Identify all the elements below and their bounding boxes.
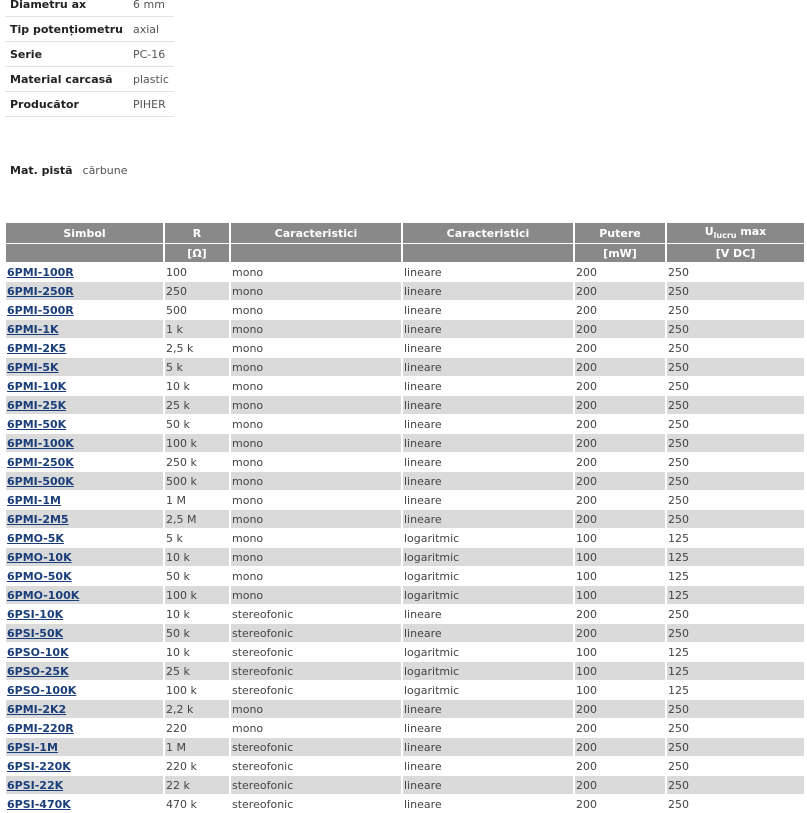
- cell-caracteristici-1: mono: [231, 281, 401, 300]
- product-link[interactable]: 6PMI-500R: [7, 303, 74, 317]
- cell-r: 22 k: [165, 775, 229, 794]
- cell-putere: 100: [575, 680, 665, 699]
- cell-caracteristici-2: lineare: [403, 395, 573, 414]
- product-link[interactable]: 6PSO-10K: [7, 645, 69, 659]
- cell-caracteristici-1: mono: [231, 718, 401, 737]
- cell-simbol: [6, 623, 163, 642]
- cell-caracteristici-2: lineare: [403, 718, 573, 737]
- cell-putere: 200: [575, 737, 665, 756]
- table-row: [6, 376, 804, 395]
- unit-simbol: [6, 243, 163, 262]
- cell-simbol: [6, 566, 163, 585]
- cell-r: 100 k: [165, 680, 229, 699]
- cell-caracteristici-2: lineare: [403, 509, 573, 528]
- product-link[interactable]: 6PMO-100K: [7, 588, 80, 602]
- cell-u-max: 250: [667, 718, 804, 737]
- units-row: [6, 243, 804, 262]
- header-row: [6, 223, 804, 243]
- table-row: [6, 357, 804, 376]
- cell-simbol: [6, 642, 163, 661]
- cell-r: 5 k: [165, 528, 229, 547]
- cell-r: 10 k: [165, 642, 229, 661]
- cell-u-max: 250: [667, 319, 804, 338]
- table-row: [6, 642, 804, 661]
- product-link[interactable]: 6PSO-25K: [7, 664, 69, 678]
- cell-caracteristici-2: lineare: [403, 414, 573, 433]
- product-link[interactable]: 6PMI-2K2: [7, 702, 67, 716]
- table-row: [6, 395, 804, 414]
- cell-putere: 200: [575, 300, 665, 319]
- cell-simbol: [6, 414, 163, 433]
- cell-u-max: 125: [667, 566, 804, 585]
- cell-caracteristici-2: lineare: [403, 794, 573, 813]
- cell-caracteristici-2: lineare: [403, 756, 573, 775]
- cell-caracteristici-1: stereofonic: [231, 775, 401, 794]
- cell-caracteristici-1: mono: [231, 357, 401, 376]
- cell-caracteristici-1: mono: [231, 566, 401, 585]
- material-label: Mat. pistă: [10, 163, 73, 177]
- cell-simbol: [6, 338, 163, 357]
- cell-caracteristici-1: mono: [231, 395, 401, 414]
- header-putere[interactable]: Putere: [575, 223, 665, 243]
- cell-caracteristici-2: lineare: [403, 737, 573, 756]
- cell-simbol: [6, 680, 163, 699]
- cell-simbol: [6, 281, 163, 300]
- product-link[interactable]: 6PMI-100R: [7, 265, 74, 279]
- cell-u-max: 250: [667, 775, 804, 794]
- cell-putere: 200: [575, 794, 665, 813]
- cell-caracteristici-1: mono: [231, 319, 401, 338]
- spec-value: PC-16: [128, 42, 174, 67]
- product-link[interactable]: 6PMI-10K: [7, 379, 67, 393]
- header-u-suffix: max: [736, 225, 767, 239]
- table-row: [6, 718, 804, 737]
- cell-r: 220 k: [165, 756, 229, 775]
- cell-putere: 200: [575, 490, 665, 509]
- table-row: [6, 737, 804, 756]
- cell-caracteristici-1: mono: [231, 414, 401, 433]
- spec-row: [5, 92, 174, 117]
- cell-r: 50 k: [165, 623, 229, 642]
- spec-label: Tip potențiometru: [5, 17, 128, 42]
- cell-caracteristici-2: lineare: [403, 357, 573, 376]
- product-link[interactable]: 6PMI-50K: [7, 417, 67, 431]
- table-row: [6, 775, 804, 794]
- product-link[interactable]: 6PSI-22K: [7, 778, 64, 792]
- cell-u-max: 250: [667, 281, 804, 300]
- table-row: [6, 585, 804, 604]
- cell-putere: 200: [575, 775, 665, 794]
- unit-caracteristici-2: [403, 243, 573, 262]
- product-table: [4, 223, 806, 813]
- cell-r: 500 k: [165, 471, 229, 490]
- product-link[interactable]: 6PSI-10K: [7, 607, 64, 621]
- table-row: [6, 300, 804, 319]
- cell-u-max: 125: [667, 680, 804, 699]
- cell-caracteristici-2: lineare: [403, 604, 573, 623]
- cell-r: 250: [165, 281, 229, 300]
- product-link[interactable]: 6PMI-5K: [7, 360, 59, 374]
- cell-caracteristici-2: lineare: [403, 490, 573, 509]
- spec-value: 6 mm: [128, 0, 174, 17]
- cell-r: 50 k: [165, 414, 229, 433]
- spec-value: PIHER: [128, 92, 174, 117]
- cell-caracteristici-1: stereofonic: [231, 604, 401, 623]
- cell-u-max: 250: [667, 452, 804, 471]
- table-row: [6, 281, 804, 300]
- cell-caracteristici-1: mono: [231, 699, 401, 718]
- cell-simbol: [6, 300, 163, 319]
- cell-caracteristici-2: lineare: [403, 433, 573, 452]
- cell-caracteristici-2: lineare: [403, 699, 573, 718]
- cell-simbol: [6, 585, 163, 604]
- product-link[interactable]: 6PSI-220K: [7, 759, 71, 773]
- cell-caracteristici-1: mono: [231, 433, 401, 452]
- material-table: [5, 158, 133, 182]
- table-row: [6, 547, 804, 566]
- cell-caracteristici-1: mono: [231, 300, 401, 319]
- spec-row: [5, 42, 174, 67]
- cell-putere: 200: [575, 756, 665, 775]
- table-row: [6, 699, 804, 718]
- cell-putere: 200: [575, 395, 665, 414]
- cell-caracteristici-2: logaritmic: [403, 528, 573, 547]
- cell-r: 2,2 k: [165, 699, 229, 718]
- product-link[interactable]: 6PMI-25K: [7, 398, 67, 412]
- header-r[interactable]: R: [165, 223, 229, 243]
- cell-putere: 100: [575, 566, 665, 585]
- cell-r: 2,5 M: [165, 509, 229, 528]
- product-link[interactable]: 6PSI-470K: [7, 797, 71, 811]
- material-row: [5, 158, 133, 182]
- cell-u-max: 250: [667, 794, 804, 813]
- cell-u-max: 250: [667, 414, 804, 433]
- cell-caracteristici-2: logaritmic: [403, 585, 573, 604]
- product-link[interactable]: 6PMO-10K: [7, 550, 72, 564]
- cell-caracteristici-2: lineare: [403, 775, 573, 794]
- product-link[interactable]: 6PSO-100K: [7, 683, 77, 697]
- cell-simbol: [6, 661, 163, 680]
- cell-putere: 200: [575, 281, 665, 300]
- table-row: [6, 794, 804, 813]
- cell-putere: 200: [575, 471, 665, 490]
- cell-r: 25 k: [165, 395, 229, 414]
- spec-row: [5, 0, 174, 17]
- header-caracteristici-2[interactable]: Caracteristici: [403, 223, 573, 243]
- cell-simbol: [6, 319, 163, 338]
- unit-caracteristici-1: [231, 243, 401, 262]
- cell-r: 10 k: [165, 604, 229, 623]
- cell-simbol: [6, 433, 163, 452]
- product-link[interactable]: 6PMO-5K: [7, 531, 64, 545]
- product-link[interactable]: 6PMI-2K5: [7, 341, 67, 355]
- cell-putere: 200: [575, 699, 665, 718]
- spec-row: [5, 67, 174, 92]
- cell-caracteristici-1: mono: [231, 509, 401, 528]
- cell-caracteristici-1: stereofonic: [231, 680, 401, 699]
- cell-u-max: 250: [667, 509, 804, 528]
- cell-putere: 100: [575, 547, 665, 566]
- cell-r: 25 k: [165, 661, 229, 680]
- cell-r: 1 k: [165, 319, 229, 338]
- cell-r: 100 k: [165, 433, 229, 452]
- cell-putere: 200: [575, 262, 665, 281]
- cell-caracteristici-2: lineare: [403, 623, 573, 642]
- cell-caracteristici-2: logaritmic: [403, 680, 573, 699]
- cell-u-max: 250: [667, 604, 804, 623]
- cell-caracteristici-2: lineare: [403, 262, 573, 281]
- cell-simbol: [6, 604, 163, 623]
- cell-r: 2,5 k: [165, 338, 229, 357]
- cell-caracteristici-1: mono: [231, 547, 401, 566]
- cell-caracteristici-2: lineare: [403, 376, 573, 395]
- cell-caracteristici-2: lineare: [403, 319, 573, 338]
- table-row: [6, 756, 804, 775]
- cell-caracteristici-2: lineare: [403, 300, 573, 319]
- product-link[interactable]: 6PMI-2M5: [7, 512, 69, 526]
- spec-table: [5, 0, 174, 117]
- cell-simbol: [6, 547, 163, 566]
- cell-caracteristici-2: lineare: [403, 471, 573, 490]
- cell-putere: 100: [575, 642, 665, 661]
- cell-u-max: 250: [667, 471, 804, 490]
- cell-caracteristici-2: lineare: [403, 338, 573, 357]
- cell-putere: 200: [575, 623, 665, 642]
- cell-u-max: 125: [667, 547, 804, 566]
- cell-caracteristici-1: mono: [231, 585, 401, 604]
- cell-putere: 200: [575, 376, 665, 395]
- cell-r: 100: [165, 262, 229, 281]
- product-link[interactable]: 6PMI-250R: [7, 284, 74, 298]
- cell-caracteristici-1: stereofonic: [231, 642, 401, 661]
- cell-u-max: 125: [667, 642, 804, 661]
- table-row: [6, 338, 804, 357]
- table-row: [6, 528, 804, 547]
- cell-simbol: [6, 775, 163, 794]
- spec-table-body: [5, 0, 174, 117]
- cell-u-max: 125: [667, 528, 804, 547]
- cell-u-max: 250: [667, 395, 804, 414]
- cell-simbol: [6, 490, 163, 509]
- cell-caracteristici-1: mono: [231, 490, 401, 509]
- cell-putere: 100: [575, 585, 665, 604]
- cell-caracteristici-1: mono: [231, 528, 401, 547]
- table-row: [6, 490, 804, 509]
- spec-label: Diametru ax: [5, 0, 128, 17]
- product-link[interactable]: 6PMO-50K: [7, 569, 72, 583]
- cell-r: 470 k: [165, 794, 229, 813]
- header-caracteristici-1[interactable]: Caracteristici: [231, 223, 401, 243]
- cell-caracteristici-1: stereofonic: [231, 661, 401, 680]
- header-u-max[interactable]: [667, 223, 804, 243]
- cell-simbol: [6, 794, 163, 813]
- cell-simbol: [6, 262, 163, 281]
- table-row: [6, 623, 804, 642]
- cell-putere: 200: [575, 718, 665, 737]
- cell-u-max: 250: [667, 357, 804, 376]
- spec-value: axial: [128, 17, 174, 42]
- table-row: [6, 471, 804, 490]
- cell-simbol: [6, 509, 163, 528]
- cell-putere: 200: [575, 319, 665, 338]
- cell-simbol: [6, 376, 163, 395]
- cell-caracteristici-1: stereofonic: [231, 756, 401, 775]
- cell-caracteristici-1: mono: [231, 262, 401, 281]
- cell-caracteristici-1: stereofonic: [231, 737, 401, 756]
- spec-label: Material carcasă: [5, 67, 128, 92]
- cell-putere: 200: [575, 509, 665, 528]
- product-link[interactable]: 6PMI-1M: [7, 493, 61, 507]
- cell-u-max: 250: [667, 338, 804, 357]
- cell-simbol: [6, 756, 163, 775]
- cell-caracteristici-1: mono: [231, 338, 401, 357]
- cell-r: 5 k: [165, 357, 229, 376]
- cell-r: 10 k: [165, 547, 229, 566]
- table-row: [6, 319, 804, 338]
- cell-simbol: [6, 357, 163, 376]
- product-table-body: [6, 262, 804, 813]
- cell-caracteristici-1: mono: [231, 376, 401, 395]
- header-u-sub: lucru: [713, 231, 737, 241]
- cell-u-max: 250: [667, 490, 804, 509]
- cell-putere: 200: [575, 338, 665, 357]
- cell-caracteristici-1: stereofonic: [231, 794, 401, 813]
- cell-r: 500: [165, 300, 229, 319]
- cell-putere: 200: [575, 452, 665, 471]
- cell-caracteristici-2: logaritmic: [403, 547, 573, 566]
- table-row: [6, 509, 804, 528]
- product-link[interactable]: 6PMI-1K: [7, 322, 59, 336]
- table-row: [6, 414, 804, 433]
- cell-simbol: [6, 699, 163, 718]
- cell-caracteristici-1: mono: [231, 471, 401, 490]
- spec-value: plastic: [128, 67, 174, 92]
- product-link[interactable]: 6PMI-220R: [7, 721, 74, 735]
- cell-u-max: 250: [667, 756, 804, 775]
- table-row: [6, 452, 804, 471]
- cell-u-max: 250: [667, 623, 804, 642]
- table-row: [6, 566, 804, 585]
- cell-u-max: 125: [667, 585, 804, 604]
- spec-row: [5, 17, 174, 42]
- cell-caracteristici-2: lineare: [403, 281, 573, 300]
- cell-simbol: [6, 737, 163, 756]
- cell-r: 100 k: [165, 585, 229, 604]
- cell-u-max: 250: [667, 699, 804, 718]
- table-row: [6, 433, 804, 452]
- product-link[interactable]: 6PMI-500K: [7, 474, 74, 488]
- cell-r: 50 k: [165, 566, 229, 585]
- cell-caracteristici-2: lineare: [403, 452, 573, 471]
- table-row: [6, 604, 804, 623]
- cell-u-max: 250: [667, 300, 804, 319]
- cell-u-max: 250: [667, 376, 804, 395]
- table-row: [6, 661, 804, 680]
- cell-putere: 200: [575, 357, 665, 376]
- cell-caracteristici-2: logaritmic: [403, 566, 573, 585]
- table-row: [6, 262, 804, 281]
- header-u-main: U: [704, 225, 714, 239]
- cell-u-max: 125: [667, 661, 804, 680]
- cell-r: 250 k: [165, 452, 229, 471]
- cell-r: 1 M: [165, 490, 229, 509]
- cell-u-max: 250: [667, 262, 804, 281]
- cell-simbol: [6, 471, 163, 490]
- cell-putere: 200: [575, 604, 665, 623]
- cell-r: 10 k: [165, 376, 229, 395]
- spec-label: Producător: [5, 92, 128, 117]
- spec-label: Serie: [5, 42, 128, 67]
- unit-r: [Ω]: [165, 243, 229, 262]
- material-value: cărbune: [82, 163, 128, 177]
- cell-r: 220: [165, 718, 229, 737]
- unit-u: [V DC]: [667, 243, 804, 262]
- cell-caracteristici-1: mono: [231, 452, 401, 471]
- product-link[interactable]: 6PMI-250K: [7, 455, 74, 469]
- table-row: [6, 680, 804, 699]
- cell-putere: 200: [575, 433, 665, 452]
- cell-simbol: [6, 718, 163, 737]
- cell-u-max: 250: [667, 433, 804, 452]
- cell-r: 1 M: [165, 737, 229, 756]
- cell-simbol: [6, 528, 163, 547]
- product-link[interactable]: 6PSI-1M: [7, 740, 58, 754]
- cell-simbol: [6, 395, 163, 414]
- cell-putere: 200: [575, 414, 665, 433]
- cell-putere: 100: [575, 661, 665, 680]
- unit-putere: [mW]: [575, 243, 665, 262]
- cell-putere: 100: [575, 528, 665, 547]
- cell-caracteristici-2: logaritmic: [403, 642, 573, 661]
- header-simbol[interactable]: Simbol: [6, 223, 163, 243]
- cell-u-max: 250: [667, 737, 804, 756]
- cell-caracteristici-1: stereofonic: [231, 623, 401, 642]
- product-link[interactable]: 6PSI-50K: [7, 626, 64, 640]
- product-link[interactable]: 6PMI-100K: [7, 436, 74, 450]
- cell-simbol: [6, 452, 163, 471]
- cell-caracteristici-2: logaritmic: [403, 661, 573, 680]
